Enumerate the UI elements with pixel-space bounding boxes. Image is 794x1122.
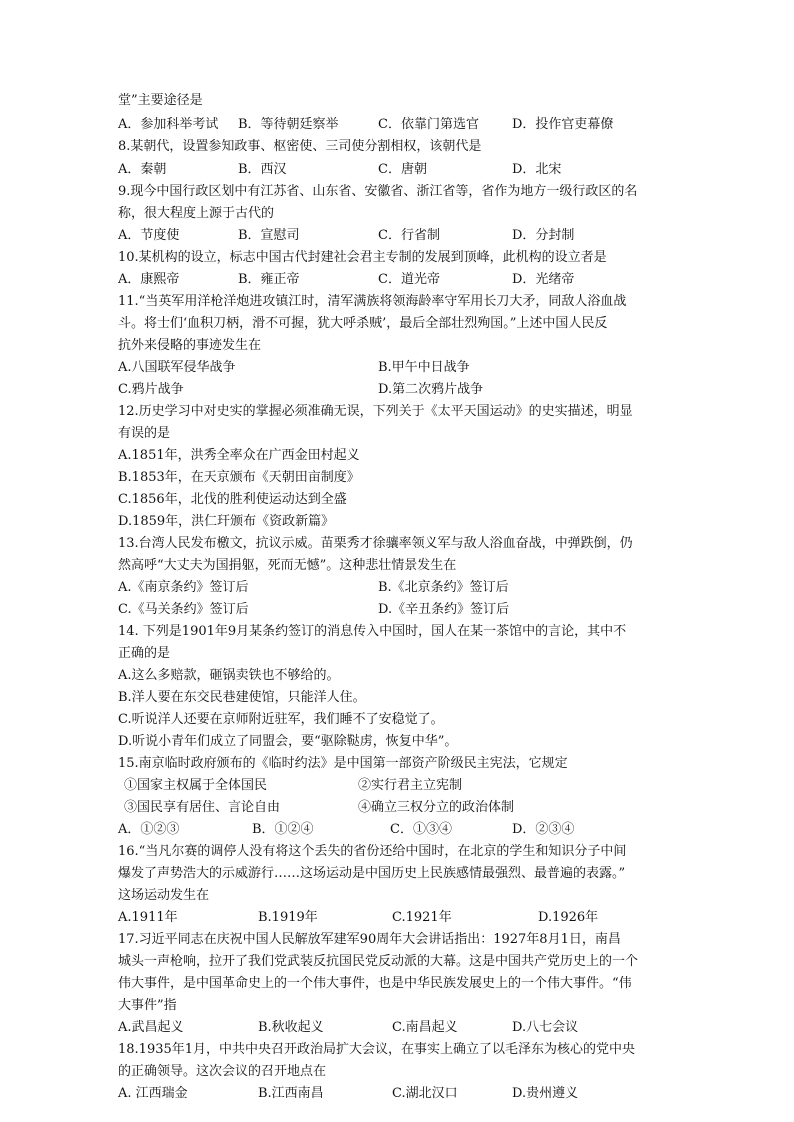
q15-option-c: C．①③④ <box>390 822 452 837</box>
q13-stem: 然高呼“大丈夫为国捐躯，死而无憾”。这种悲壮情景发生在 <box>118 558 457 573</box>
q12-option-a: A.1851年，洪秀全率众在广西金田村起义 <box>118 448 360 463</box>
q16-stem: 这场运动发生在 <box>118 888 210 903</box>
q9-option-d: D．分封制 <box>512 228 575 243</box>
q15-option-b: B．①②④ <box>252 822 314 837</box>
q11-option-a: A.八国联军侵华战争 <box>118 360 236 375</box>
q9-option-c: C．行省制 <box>378 228 440 243</box>
q14-option-c: C.听说洋人还要在京师附近驻军，我们睡不了安稳觉了。 <box>118 712 444 727</box>
q13-option-c: C.《马关条约》签订后 <box>118 602 249 617</box>
q8-option-a: A．秦朝 <box>118 162 167 177</box>
q14-option-d: D.听说小青年们成立了同盟会，要“驱除鞑虏，恢复中华”。 <box>118 734 458 749</box>
q12-stem: 12.历史学习中对史实的掌握必须准确无误，下列关于《太平天国运动》的史实描述，明显 <box>118 404 633 419</box>
q18-option-a: A. 江西瑞金 <box>118 1086 188 1101</box>
q12-stem: 有误的是 <box>118 426 171 441</box>
q17-stem: 大事件”指 <box>118 998 177 1013</box>
q13-option-a: A.《南京条约》签订后 <box>118 580 249 595</box>
q12-option-d: D.1859年，洪仁玕颁布《资政新篇》 <box>118 514 335 529</box>
q11-stem: 抗外来侵略的事迹发生在 <box>118 338 262 353</box>
q18-stem: 的正确领导。这次会议的召开地点在 <box>118 1064 327 1079</box>
q15-item-3: ③国民享有居住、言论自由 <box>124 800 281 815</box>
q15-item-1: ①国家主权属于全体国民 <box>124 778 268 793</box>
q17-option-b: B.秋收起义 <box>258 1020 324 1035</box>
q11-option-d: D.第二次鸦片战争 <box>378 382 484 397</box>
q14-stem: 14. 下列是1901年9月某条约签订的消息传入中国时，国人在某一茶馆中的言论，其中不 <box>118 624 627 639</box>
q16-option-a: A.1911年 <box>118 910 178 925</box>
q9-stem: 9.现今中国行政区划中有江苏省、山东省、安徽省、浙江省等，省作为地方一级行政区的名 <box>118 184 638 199</box>
q11-option-b: B.甲午中日战争 <box>378 360 470 375</box>
q7-option-a: A．参加科举考试 <box>118 117 219 132</box>
q16-option-c: C.1921年 <box>392 910 452 925</box>
q18-stem: 18.1935年1月，中共中央召开政治局扩大会议，在事实上确立了以毛泽东为核心的党中央 <box>118 1042 636 1057</box>
q9-stem: 称，很大程度上源于古代的 <box>118 206 275 221</box>
q13-option-d: D.《辛丑条约》签订后 <box>378 602 510 617</box>
q12-option-c: C.1856年，北伐的胜利使运动达到全盛 <box>118 492 347 507</box>
q10-option-d: D．光绪帝 <box>512 272 575 287</box>
q15-stem: 15.南京临时政府颁布的《临时约法》是中国第一部资产阶级民主宪法，它规定 <box>118 756 568 771</box>
q8-option-d: D．北宋 <box>512 162 562 177</box>
q15-item-4: ④确立三权分立的政治体制 <box>358 800 515 815</box>
q10-option-c: C．道光帝 <box>378 272 440 287</box>
q15-option-a: A．①②③ <box>118 822 180 837</box>
q10-option-a: A．康熙帝 <box>118 272 180 287</box>
q16-stem: 16.“当凡尔赛的调停人没有将这个丢失的省份还给中国时，在北京的学生和知识分子中间 <box>118 844 627 859</box>
q17-stem: 城头一声枪响，拉开了我们党武装反抗国民党反动派的大幕。这是中国共产党历史上的一个 <box>118 954 639 969</box>
q14-option-b: B.洋人要在东交民巷建使馆，只能洋人住。 <box>118 690 366 705</box>
q18-option-c: C.湖北汉口 <box>392 1086 458 1101</box>
q7-stem-end: 堂”主要途径是 <box>118 93 203 108</box>
q17-option-a: A.武昌起义 <box>118 1020 184 1035</box>
q17-stem: 伟大事件，是中国革命史上的一个伟大事件，也是中华民族发展史上的一个伟大事件。“伟 <box>118 976 632 991</box>
q13-option-b: B.《北京条约》签订后 <box>378 580 509 595</box>
q11-stem: 斗。将士们‘血积刀柄，滑不可握，犹大呼杀贼’，最后全部壮烈殉国。”上述中国人民反 <box>118 316 608 331</box>
q14-stem: 正确的是 <box>118 646 171 661</box>
q18-option-b: B.江西南昌 <box>258 1086 324 1101</box>
q11-option-c: C.鸦片战争 <box>118 382 184 397</box>
q9-option-b: B．宣慰司 <box>238 228 300 243</box>
q16-option-d: D.1926年 <box>538 910 599 925</box>
q14-option-a: A.这么多赔款，砸锅卖铁也不够给的。 <box>118 668 340 683</box>
q16-option-b: B.1919年 <box>258 910 318 925</box>
q7-option-d: D．投作官吏幕僚 <box>512 117 614 132</box>
q12-option-b: B.1853年，在天京颁布《天朝田亩制度》 <box>118 470 360 485</box>
q7-option-c: C．依靠门第选官 <box>378 117 479 132</box>
q13-stem: 13.台湾人民发布檄文，抗议示威。苗栗秀才徐骧率领义军与敌人浴血奋战，中弹跌倒，仍 <box>118 536 633 551</box>
q16-stem: 爆发了声势浩大的示威游行……这场运动是中国历史上民族感情最强烈、最普遍的表露。” <box>118 866 626 881</box>
q17-option-d: D.八七会议 <box>512 1020 579 1035</box>
q8-option-c: C．唐朝 <box>378 162 427 177</box>
q10-stem: 10.某机构的设立，标志中国古代封建社会君主专制的发展到顶峰，此机构的设立者是 <box>118 250 607 265</box>
q15-option-d: D．②③④ <box>512 822 575 837</box>
q9-option-a: A．节度使 <box>118 228 180 243</box>
q17-stem: 17.习近平同志在庆祝中国人民解放军建军90周年大会讲话指出：1927年8月1日，南昌 <box>118 932 621 947</box>
q8-stem: 8.某朝代，设置参知政事、枢密使、三司使分割相权，该朝代是 <box>118 139 482 154</box>
q18-option-d: D.贵州遵义 <box>512 1086 579 1101</box>
q7-option-b: B．等待朝廷察举 <box>238 117 339 132</box>
q11-stem: 11.“当英军用洋枪洋炮进攻镇江时，清军满族将领海龄率守军用长刀大矛，同敌人浴血战 <box>118 294 627 309</box>
q15-item-2: ②实行君主立宪制 <box>358 778 463 793</box>
q10-option-b: B．雍正帝 <box>238 272 300 287</box>
q8-option-b: B．西汉 <box>238 162 287 177</box>
q17-option-c: C.南昌起义 <box>392 1020 458 1035</box>
